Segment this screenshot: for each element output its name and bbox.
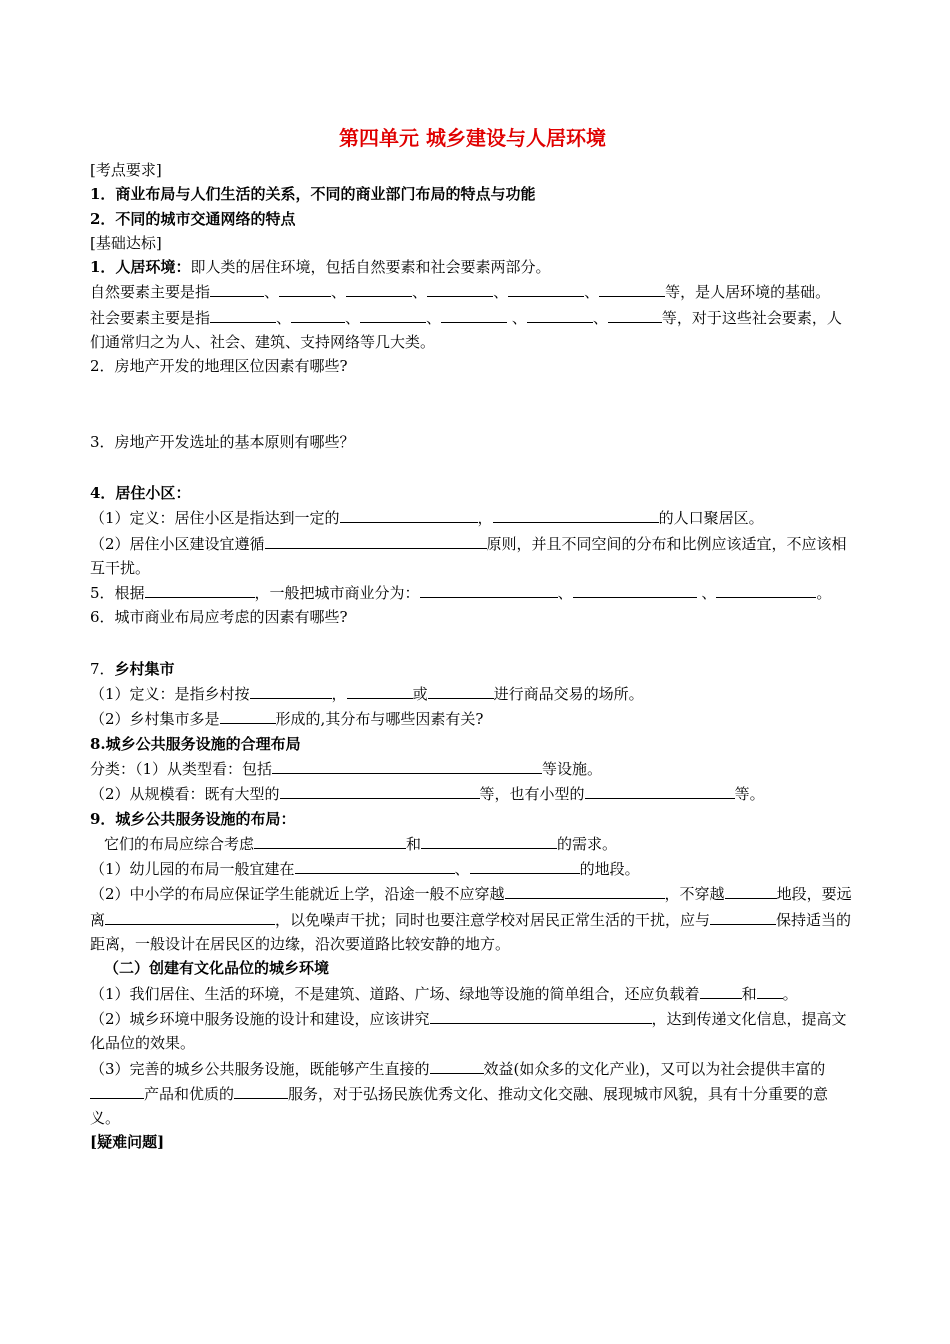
q9-2	[90, 881, 855, 956]
q8-1-lead: 分类：（1）从类型看：包括	[90, 759, 273, 778]
q1-social-lead: 社会要素主要是指	[90, 308, 211, 327]
q9-2-mid2: 地段，要远离	[90, 885, 852, 929]
answer-space[interactable]	[90, 630, 855, 657]
sep: 、	[345, 308, 361, 327]
q8-heading: 8.城乡公共服务设施的合理布局	[90, 734, 301, 753]
q8-2	[90, 781, 855, 806]
sep: 、	[584, 283, 600, 302]
blank[interactable]	[250, 681, 332, 699]
sep: ，	[331, 685, 347, 704]
q9-1	[90, 856, 855, 881]
blank[interactable]	[430, 1056, 484, 1074]
q1-heading: 1．人居环境：	[90, 258, 191, 277]
q7-heading	[90, 657, 855, 681]
sep: 、	[454, 860, 470, 879]
blank[interactable]	[210, 305, 276, 323]
blank[interactable]	[716, 580, 816, 598]
blank[interactable]	[234, 1081, 288, 1099]
blank[interactable]	[527, 305, 593, 323]
sep: 、	[557, 584, 573, 603]
q9-2-tail: 保持适当的距离，一般设计在居民区的边缘，沿次要道路比较安静的地方。	[90, 910, 852, 954]
q9-lead: 它们的布局应综合考虑	[104, 834, 255, 853]
blank[interactable]	[265, 531, 487, 549]
q9-2-mid: ，不穿越	[664, 885, 725, 904]
q1-natural	[90, 279, 855, 304]
wenhua-3-mid2: 产品和优质的	[144, 1084, 235, 1103]
sep: 、	[592, 308, 608, 327]
wenhua-1-lead: （1）我们居住、生活的环境，不是建筑、道路、广场、绿地等设施的简单组合，还应负载着	[90, 984, 700, 1003]
q9-2-mid3: ，以免噪声干扰；同时也要注意学校对居民正常生活的干扰，应与	[275, 910, 711, 929]
q4-1	[90, 505, 855, 530]
q9-tail: 的需求。	[557, 834, 618, 853]
q7-or: 或	[412, 685, 428, 704]
blank[interactable]	[279, 279, 331, 297]
wenhua-1	[90, 981, 855, 1006]
wenhua-2-lead: （2）城乡环境中服务设施的设计和建设，应该讲究	[90, 1009, 430, 1028]
section-header-kaodian: [考点要求]	[90, 161, 162, 179]
sep: ，	[477, 509, 493, 528]
q8-2-mid: 等，也有小型的	[479, 785, 585, 804]
sep: 、	[264, 283, 280, 302]
q5-lead: 5．根据	[90, 584, 145, 603]
q7-2	[90, 706, 855, 731]
wenhua-2	[90, 1006, 855, 1056]
q8-2-tail: 等。	[734, 785, 765, 804]
blank[interactable]	[360, 305, 426, 323]
q4-2	[90, 531, 855, 581]
section-header-jichu: [基础达标]	[90, 233, 162, 252]
blank[interactable]	[105, 907, 275, 925]
wenhua-3-mid: 效益(如众多的文化产业)，又可以为社会提供丰富的	[483, 1059, 826, 1078]
blank[interactable]	[421, 831, 557, 849]
q4-1-lead: （1）定义：居住小区是指达到一定的	[90, 509, 340, 528]
blank[interactable]	[505, 881, 665, 899]
blank[interactable]	[280, 781, 480, 799]
worksheet-page	[90, 118, 855, 1155]
page-title: 第四单元 城乡建设与人居环境	[339, 126, 606, 150]
q8-1	[90, 756, 855, 781]
q5	[90, 580, 855, 605]
blank[interactable]	[210, 279, 264, 297]
q3: 3．房地产开发选址的基本原则有哪些？	[90, 432, 355, 451]
wenhua-3-tail: 服务，对于弘扬民族优秀文化、推动文化交融、展现城市风貌，具有十分重要的意义。	[90, 1084, 829, 1128]
blank[interactable]	[291, 305, 345, 323]
sep: 、	[493, 283, 509, 302]
sep: 、	[412, 283, 428, 302]
q7-1-lead: （1）定义：是指乡村按	[90, 685, 250, 704]
q8-1-tail: 等设施。	[542, 759, 603, 778]
blank[interactable]	[340, 505, 478, 523]
q4-2-lead: （2）居住小区建设宜遵循	[90, 534, 265, 553]
blank[interactable]	[427, 279, 493, 297]
blank[interactable]	[608, 305, 662, 323]
q5-mid: ，一般把城市商业分为：	[254, 584, 420, 603]
blank[interactable]	[585, 781, 735, 799]
wenhua-1-and: 和	[741, 984, 757, 1003]
blank[interactable]	[599, 279, 665, 297]
blank[interactable]	[757, 981, 783, 999]
q1-natural-tail: 等，是人居环境的基础。	[665, 283, 831, 302]
q9-1-tail: 的地段。	[579, 860, 640, 879]
q5-end: 。	[816, 584, 832, 603]
q9-2-lead: （2）中小学的布局应保证学生能就近上学，沿途一般不应穿越	[90, 885, 505, 904]
blank[interactable]	[700, 981, 742, 999]
kaodian-item-2: 2．不同的城市交通网络的特点	[90, 209, 296, 228]
wenhua-3-lead: （3）完善的城乡公共服务设施，既能够产生直接的	[90, 1059, 430, 1078]
blank[interactable]	[295, 856, 455, 874]
blank[interactable]	[508, 279, 584, 297]
wenhua-1-end: 。	[782, 984, 798, 1003]
blank[interactable]	[254, 831, 406, 849]
q9-intro	[90, 831, 855, 856]
blank[interactable]	[441, 305, 507, 323]
section-header-yinan: [疑难问题]	[90, 1133, 165, 1152]
q1-text: 即人类的居住环境，包括自然要素和社会要素两部分。	[190, 258, 551, 277]
sep: 、	[276, 308, 292, 327]
wenhua-2-tail: ，达到传递文化信息，提高文化品位的效果。	[90, 1009, 847, 1053]
q4-heading: 4．居住小区：	[90, 483, 191, 502]
q4-2-tail: 原则，并且不同空间的分布和比例应该适宜，不应该相互干扰。	[90, 534, 847, 577]
kaodian-item-1: 1．商业布局与人们生活的关系，不同的商业部门布局的特点与功能	[90, 185, 536, 204]
q6: 6．城市商业布局应考虑的因素有哪些?	[90, 608, 348, 627]
answer-space[interactable]	[90, 454, 855, 481]
q1-line	[90, 255, 855, 279]
sep: 、	[426, 308, 442, 327]
blank[interactable]	[573, 580, 697, 598]
blank[interactable]	[90, 1081, 144, 1099]
blank[interactable]	[725, 881, 777, 899]
q7-1-tail: 进行商品交易的场所。	[493, 685, 644, 704]
blank[interactable]	[710, 907, 776, 925]
blank[interactable]	[430, 1006, 652, 1024]
q9-heading: 9．城乡公共服务设施的布局：	[90, 809, 296, 828]
q7-2-tail: 形成的,其分布与哪些因素有关?	[275, 710, 484, 729]
answer-space[interactable]	[90, 379, 855, 430]
blank[interactable]	[145, 580, 255, 598]
q9-and: 和	[406, 834, 422, 853]
wenhua-3	[90, 1056, 855, 1131]
q9-1-lead: （1）幼儿园的布局一般宜建在	[90, 860, 295, 879]
q2: 2．房地产开发的地理区位因素有哪些?	[90, 357, 348, 376]
section-header-wenhua: （二）创建有文化品位的城乡环境	[104, 959, 330, 978]
q1-social-tail: 等，对于这些社会要素，人们通常归之为人、社会、建筑、支持网络等几大类。	[90, 308, 842, 352]
blank[interactable]	[493, 505, 659, 523]
sep: 、	[701, 584, 717, 603]
blank[interactable]	[346, 279, 412, 297]
blank[interactable]	[220, 706, 276, 724]
q1-natural-lead: 自然要素主要是指	[90, 283, 211, 302]
q7-1	[90, 681, 855, 706]
blank[interactable]	[347, 681, 413, 699]
q8-2-lead: （2）从规模看：既有大型的	[90, 785, 280, 804]
q7-num: 7．	[90, 659, 115, 678]
q1-social	[90, 305, 855, 355]
q4-1-tail: 的人口聚居区。	[658, 509, 764, 528]
q7-title: 乡村集市	[114, 659, 175, 678]
blank[interactable]	[470, 856, 580, 874]
q7-2-lead: （2）乡村集市多是	[90, 710, 220, 729]
blank[interactable]	[428, 681, 494, 699]
sep: 、	[511, 308, 527, 327]
blank[interactable]	[272, 756, 542, 774]
sep: 、	[331, 283, 347, 302]
blank[interactable]	[420, 580, 558, 598]
